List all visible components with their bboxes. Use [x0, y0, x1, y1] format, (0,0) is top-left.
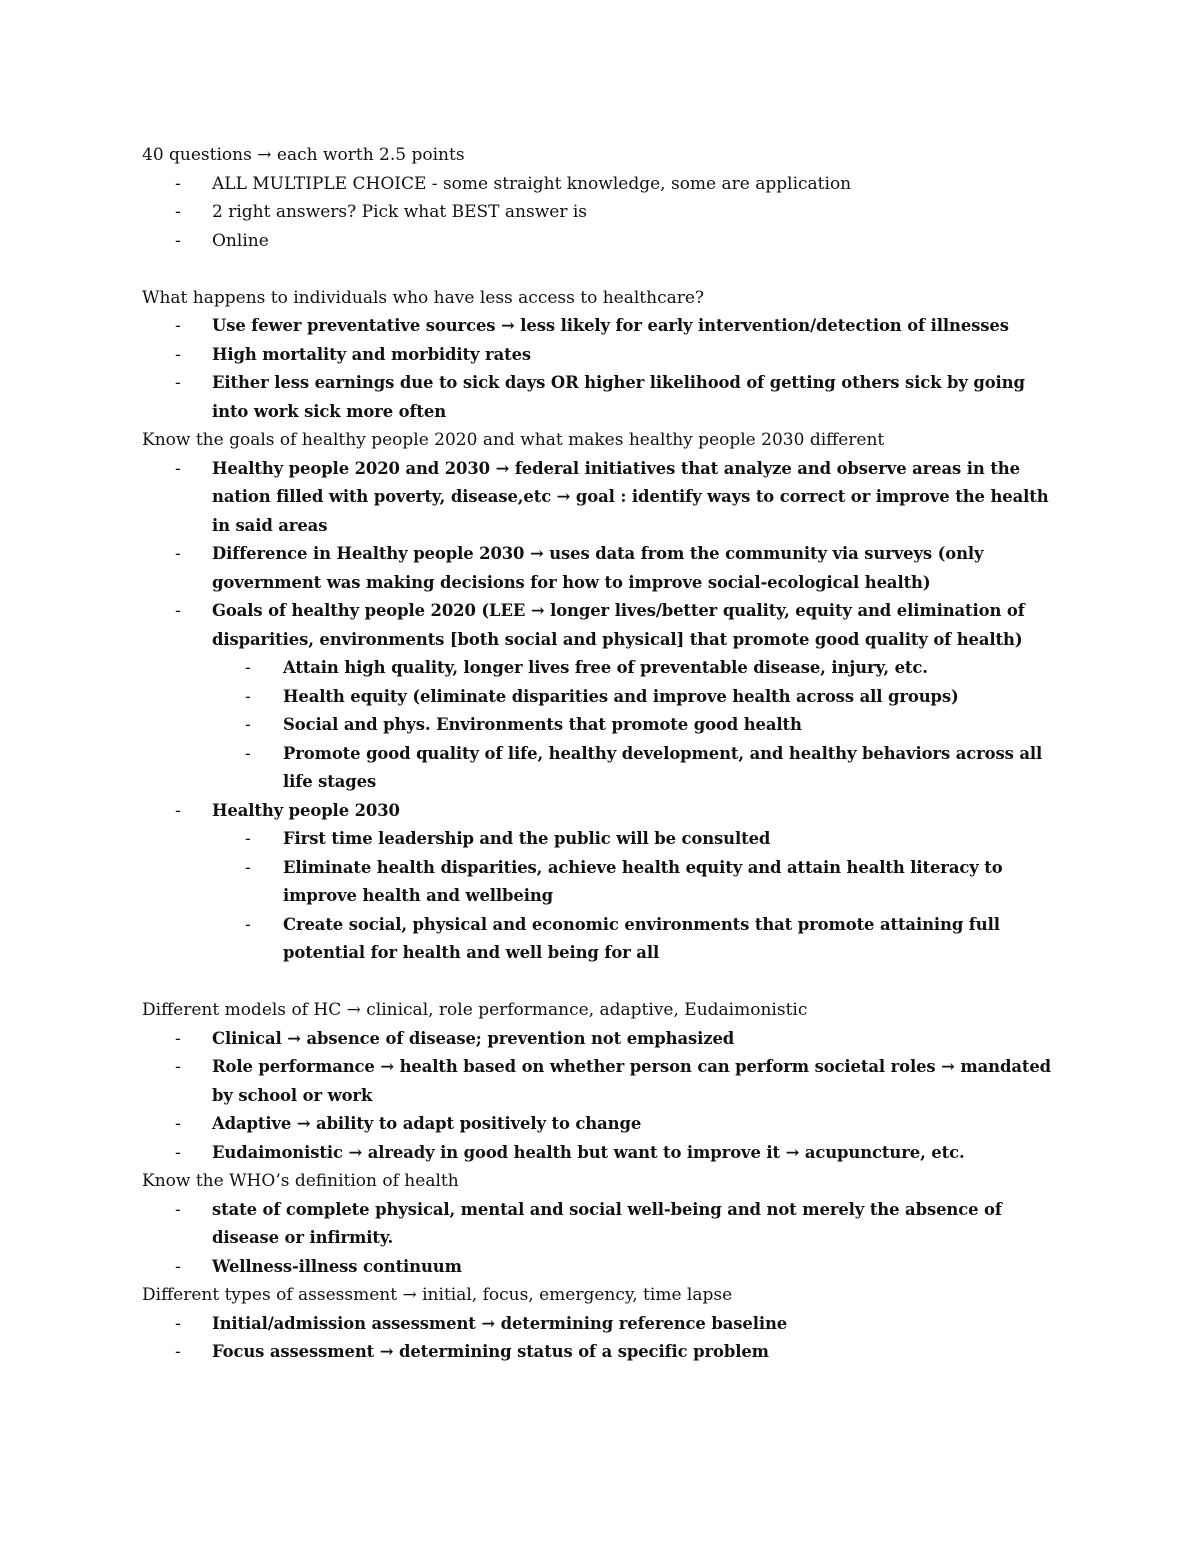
bullet-dash: - — [175, 1142, 181, 1163]
sub-list-item-text: Promote good quality of life, healthy development, and healthy behaviors across all life stages — [283, 743, 1043, 791]
list-item — [142, 198, 1062, 227]
bullet-dash: - — [245, 686, 251, 707]
list-item — [142, 455, 1062, 541]
notes-body — [142, 141, 1062, 1367]
list-item-text: Eudaimonistic → already in good health but want to improve it → acupuncture, etc. — [212, 1142, 965, 1162]
list-item-text: Adaptive → ability to adapt positively to change — [212, 1114, 642, 1133]
bullet-dash: - — [245, 914, 251, 935]
list-item — [142, 540, 1062, 597]
sub-list-item — [142, 854, 1062, 911]
bullet-dash: - — [175, 800, 181, 821]
list-item-text: Difference in Healthy people 2030 → uses data from the community via surveys (only government was making decisions for how to improve social-ecological health) — [212, 544, 984, 592]
list-item-text: Online — [212, 230, 269, 251]
sub-list-item-text: Eliminate health disparities, achieve health equity and attain health literacy to improve health and wellbeing — [283, 857, 1003, 905]
bullet-list — [142, 170, 1062, 256]
list-item-text: 2 right answers? Pick what BEST answer is — [212, 202, 588, 222]
list-item — [142, 170, 1062, 199]
bullet-dash: - — [175, 316, 181, 336]
list-item — [142, 1310, 1062, 1339]
sub-list-item — [142, 711, 1062, 740]
list-item — [142, 341, 1062, 370]
sub-list-item — [142, 683, 1062, 712]
bullet-list — [142, 1025, 1062, 1168]
list-item — [142, 1253, 1062, 1282]
bullet-dash: - — [175, 1313, 181, 1334]
section-heading: What happens to individuals who have less access to healthcare? — [142, 287, 705, 308]
sub-list-item — [142, 654, 1062, 683]
sub-list-item-text: Health equity (eliminate disparities and improve health across all groups) — [283, 686, 959, 706]
list-item — [142, 1338, 1062, 1367]
sub-list-item-text: Social and phys. Environments that promote good health — [283, 715, 802, 734]
blank-line — [142, 255, 1062, 284]
bullet-dash: - — [175, 601, 181, 621]
list-item-text: ALL MULTIPLE CHOICE - some straight knowledge, some are application — [212, 173, 852, 194]
sub-list-item — [142, 825, 1062, 854]
bullet-dash: - — [175, 373, 181, 393]
bullet-dash: - — [175, 344, 181, 365]
list-item — [142, 797, 1062, 826]
list-item — [142, 312, 1062, 341]
list-item-text: Initial/admission assessment → determining reference baseline — [212, 1313, 788, 1333]
bullet-dash: - — [175, 1199, 181, 1220]
section-heading: Different models of HC → clinical, role performance, adaptive, Eudaimonistic — [142, 1000, 808, 1020]
bullet-list — [142, 1196, 1062, 1282]
bullet-dash: - — [175, 230, 181, 251]
sub-list-item-text: First time leadership and the public will be consulted — [283, 829, 771, 848]
bullet-dash: - — [245, 829, 251, 849]
bullet-dash: - — [245, 715, 251, 735]
list-item-text: Goals of healthy people 2020 (LEE → longer lives/better quality, equity and elimination of disparities, environments [both social and physical] that promote good quality of health) — [212, 601, 1025, 649]
list-item — [142, 1053, 1062, 1110]
sub-list-item — [142, 911, 1062, 968]
list-item-text: Either less earnings due to sick days OR higher likelihood of getting others sick by going into work sick more often — [212, 373, 1025, 421]
sub-list-item — [142, 740, 1062, 797]
list-item — [142, 597, 1062, 654]
list-item-text: Healthy people 2030 — [212, 800, 400, 820]
section-heading: 40 questions → each worth 2.5 points — [142, 145, 465, 165]
bullet-list — [142, 455, 1062, 968]
list-item — [142, 1196, 1062, 1253]
bullet-dash: - — [245, 743, 251, 764]
section-heading: Know the WHO’s definition of health — [142, 1171, 459, 1191]
list-item-text: Use fewer preventative sources → less likely for early intervention/detection of illnesses — [212, 316, 1009, 335]
list-item-text: Clinical → absence of disease; prevention not emphasized — [212, 1028, 735, 1048]
list-item — [142, 369, 1062, 426]
bullet-dash: - — [175, 1057, 181, 1077]
list-item-text: state of complete physical, mental and social well-being and not merely the absence of disease or infirmity. — [212, 1199, 1002, 1247]
list-item — [142, 227, 1062, 256]
list-item-text: Role performance → health based on whether person can perform societal roles → mandated by school or work — [212, 1057, 1052, 1105]
bullet-dash: - — [175, 173, 181, 194]
bullet-list — [142, 312, 1062, 426]
bullet-dash: - — [175, 544, 181, 564]
list-item-text: Wellness-illness continuum — [212, 1256, 462, 1276]
bullet-list — [142, 1310, 1062, 1367]
bullet-dash: - — [245, 857, 251, 878]
section-heading: Know the goals of healthy people 2020 and what makes healthy people 2030 different — [142, 430, 885, 450]
bullet-dash: - — [175, 458, 181, 479]
bullet-dash: - — [175, 1114, 181, 1134]
blank-line — [142, 968, 1062, 997]
list-item-text: High mortality and morbidity rates — [212, 344, 532, 364]
bullet-dash: - — [175, 202, 181, 222]
list-item — [142, 1025, 1062, 1054]
list-item-text: Focus assessment → determining status of a specific problem — [212, 1342, 769, 1361]
list-item — [142, 1139, 1062, 1168]
section-heading: Different types of assessment → initial, focus, emergency, time lapse — [142, 1285, 733, 1305]
bullet-dash: - — [245, 658, 251, 678]
bullet-dash: - — [175, 1342, 181, 1362]
list-item — [142, 1110, 1062, 1139]
sub-list-item-text: Create social, physical and economic environments that promote attaining full potential for health and well being for all — [283, 914, 1000, 962]
bullet-dash: - — [175, 1028, 181, 1049]
bullet-dash: - — [175, 1256, 181, 1277]
sub-list-item-text: Attain high quality, longer lives free of preventable disease, injury, etc. — [283, 658, 928, 677]
list-item-text: Healthy people 2020 and 2030 → federal initiatives that analyze and observe areas in the nation filled with poverty, disease,etc → goal : identify ways to correct or improve the health in said areas — [212, 458, 1049, 535]
